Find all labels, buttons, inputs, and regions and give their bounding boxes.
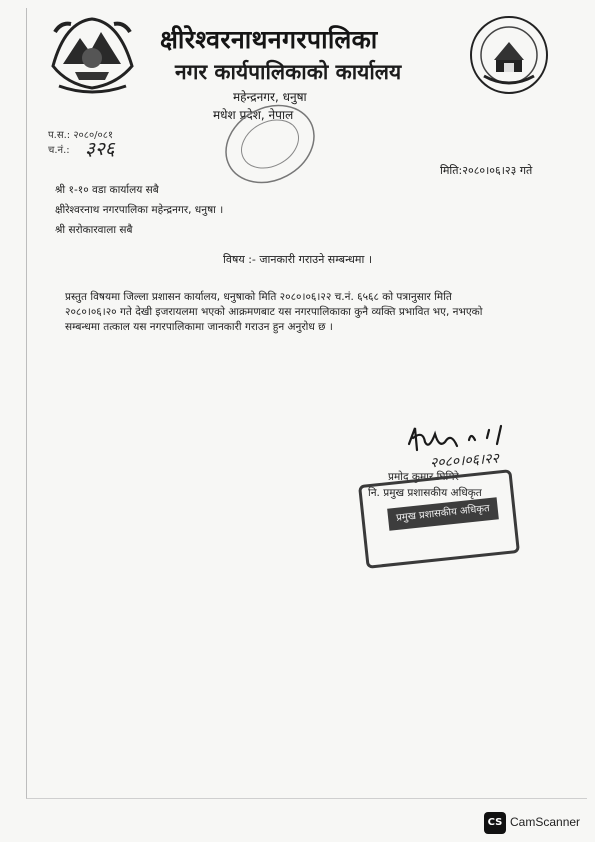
ref-cn-label: च.नं.: bbox=[48, 145, 70, 156]
letter-date: मिति:२०८०।०६।२३ गते bbox=[440, 164, 533, 177]
addressee-line: श्री सरोकारवाला सबै bbox=[55, 224, 133, 236]
camscanner-logo-icon: CS bbox=[484, 812, 506, 834]
address-line-2: मधेश प्रदेश, नेपाल bbox=[213, 108, 294, 122]
addressee-line: श्री १-१० वडा कार्यालय सबै bbox=[55, 184, 159, 196]
signer-name: प्रमोद कुमार घिमिरे bbox=[388, 471, 459, 483]
office-stamp-faded bbox=[220, 104, 320, 184]
camscanner-watermark bbox=[484, 812, 579, 834]
ref-cn-handwritten: ३२६ bbox=[85, 138, 115, 160]
address-line-1: महेन्द्रनगर, धनुषा bbox=[233, 90, 307, 104]
ref-ps: प.स.: २०८०/०८१ bbox=[48, 130, 114, 141]
body-line: प्रस्तुत विषयमा जिल्ला प्रशासन कार्यालय, धनुषाको मिति २०८०।०६।२२ च.नं. ६५६८ को पत्रानुसार मिति bbox=[65, 291, 452, 303]
municipality-title: क्षीरेश्वरनाथनगरपालिका bbox=[160, 25, 378, 54]
body-line: २०८०।०६।२० गते देखी इजरायलमा भएको आक्रमणबाट यस नगरपालिकाका कुनै व्यक्ति प्रभावित भए, नभएको bbox=[65, 306, 483, 318]
signature-date-handwritten: २०८०।०६।२२ bbox=[429, 450, 500, 472]
letter-subject: विषय :- जानकारी गराउने सम्बन्धमा । bbox=[223, 253, 372, 266]
office-subtitle: नगर कार्यपालिकाको कार्यालय bbox=[175, 60, 402, 84]
camscanner-label: CamScanner bbox=[510, 815, 581, 829]
letter-body bbox=[65, 290, 547, 335]
official-stamp-label: प्रमुख प्रशासकीय अधिकृत bbox=[387, 497, 499, 530]
body-line: सम्बन्धमा तत्काल यस नगरपालिकामा जानकारी गराउन हुन अनुरोध छ । bbox=[65, 321, 333, 333]
nepal-emblem-logo bbox=[45, 14, 140, 96]
municipality-seal-logo bbox=[468, 14, 550, 96]
addressee-line: क्षीरेश्वरनाथ नगरपालिका महेन्द्रनगर, धनुषा । bbox=[55, 204, 224, 216]
signer-title: नि. प्रमुख प्रशासकीय अधिकृत bbox=[368, 487, 482, 499]
